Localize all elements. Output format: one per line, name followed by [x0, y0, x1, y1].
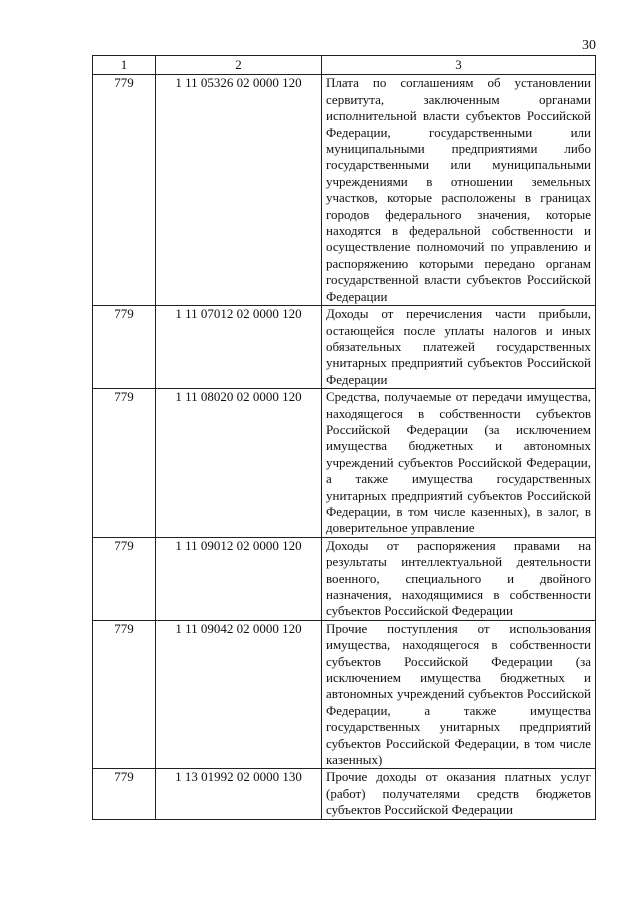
- admin-code-cell: 779: [93, 769, 156, 819]
- column-header-1: 1: [93, 56, 156, 75]
- revenue-name-cell: Прочие доходы от оказания платных услуг (работ) получателями средств бюджетов субъектов Российской Федерации: [322, 769, 596, 819]
- revenue-name-cell: Доходы от перечисления части прибыли, остающейся после уплаты налогов и иных обязательных платежей государственных унитарных предприятий субъектов Российской Федерации: [322, 306, 596, 389]
- revenue-name-cell: Прочие поступления от использования имущества, находящегося в собственности субъектов Российской Федерации (за исключением имущества бюджетных и автономных учреждений субъектов Российской Федерации, а также имущества государственных унитарных предприятий субъектов Российской Федерации, в том числе казенных): [322, 620, 596, 769]
- table-row: [93, 620, 596, 769]
- table-row: [93, 389, 596, 538]
- revenue-name-cell: Плата по соглашениям об установлении сервитута, заключенным органами исполнительной власти субъектов Российской Федерации, государственными или муниципальными предприятиями либо государственными или муниципальными учреждениями в отношении земельных участков, которые расположены в границах городов федерального значения, которые находятся в федеральной собственности и осуществление полномочий по управлению и распоряжению которыми передано органам государственной власти субъектов Российской Федерации: [322, 75, 596, 306]
- column-header-2: 2: [156, 56, 322, 75]
- table-row: [93, 769, 596, 819]
- revenue-codes-table: [92, 55, 596, 820]
- table-row: [93, 306, 596, 389]
- table-header-row: [93, 56, 596, 75]
- revenue-code-cell: 1 11 08020 02 0000 120: [156, 389, 322, 538]
- table-row: [93, 75, 596, 306]
- admin-code-cell: 779: [93, 620, 156, 769]
- admin-code-cell: 779: [93, 537, 156, 620]
- revenue-code-cell: 1 11 09042 02 0000 120: [156, 620, 322, 769]
- page-number: 30: [582, 38, 596, 53]
- revenue-name-cell: Доходы от распоряжения правами на результаты интеллектуальной деятельности военного, специального и двойного назначения, находящимися в собственности субъектов Российской Федерации: [322, 537, 596, 620]
- revenue-code-cell: 1 11 07012 02 0000 120: [156, 306, 322, 389]
- revenue-name-cell: Средства, получаемые от передачи имущества, находящегося в собственности субъектов Российской Федерации (за исключением имущества бюджетных и автономных учреждений субъектов Российской Федерации, а также имущества государственных унитарных предприятий субъектов Российской Федерации, в том числе казенных), в залог, в доверительное управление: [322, 389, 596, 538]
- revenue-code-cell: 1 11 05326 02 0000 120: [156, 75, 322, 306]
- admin-code-cell: 779: [93, 306, 156, 389]
- revenue-code-cell: 1 13 01992 02 0000 130: [156, 769, 322, 819]
- admin-code-cell: 779: [93, 75, 156, 306]
- column-header-3: 3: [322, 56, 596, 75]
- table-row: [93, 537, 596, 620]
- admin-code-cell: 779: [93, 389, 156, 538]
- revenue-code-cell: 1 11 09012 02 0000 120: [156, 537, 322, 620]
